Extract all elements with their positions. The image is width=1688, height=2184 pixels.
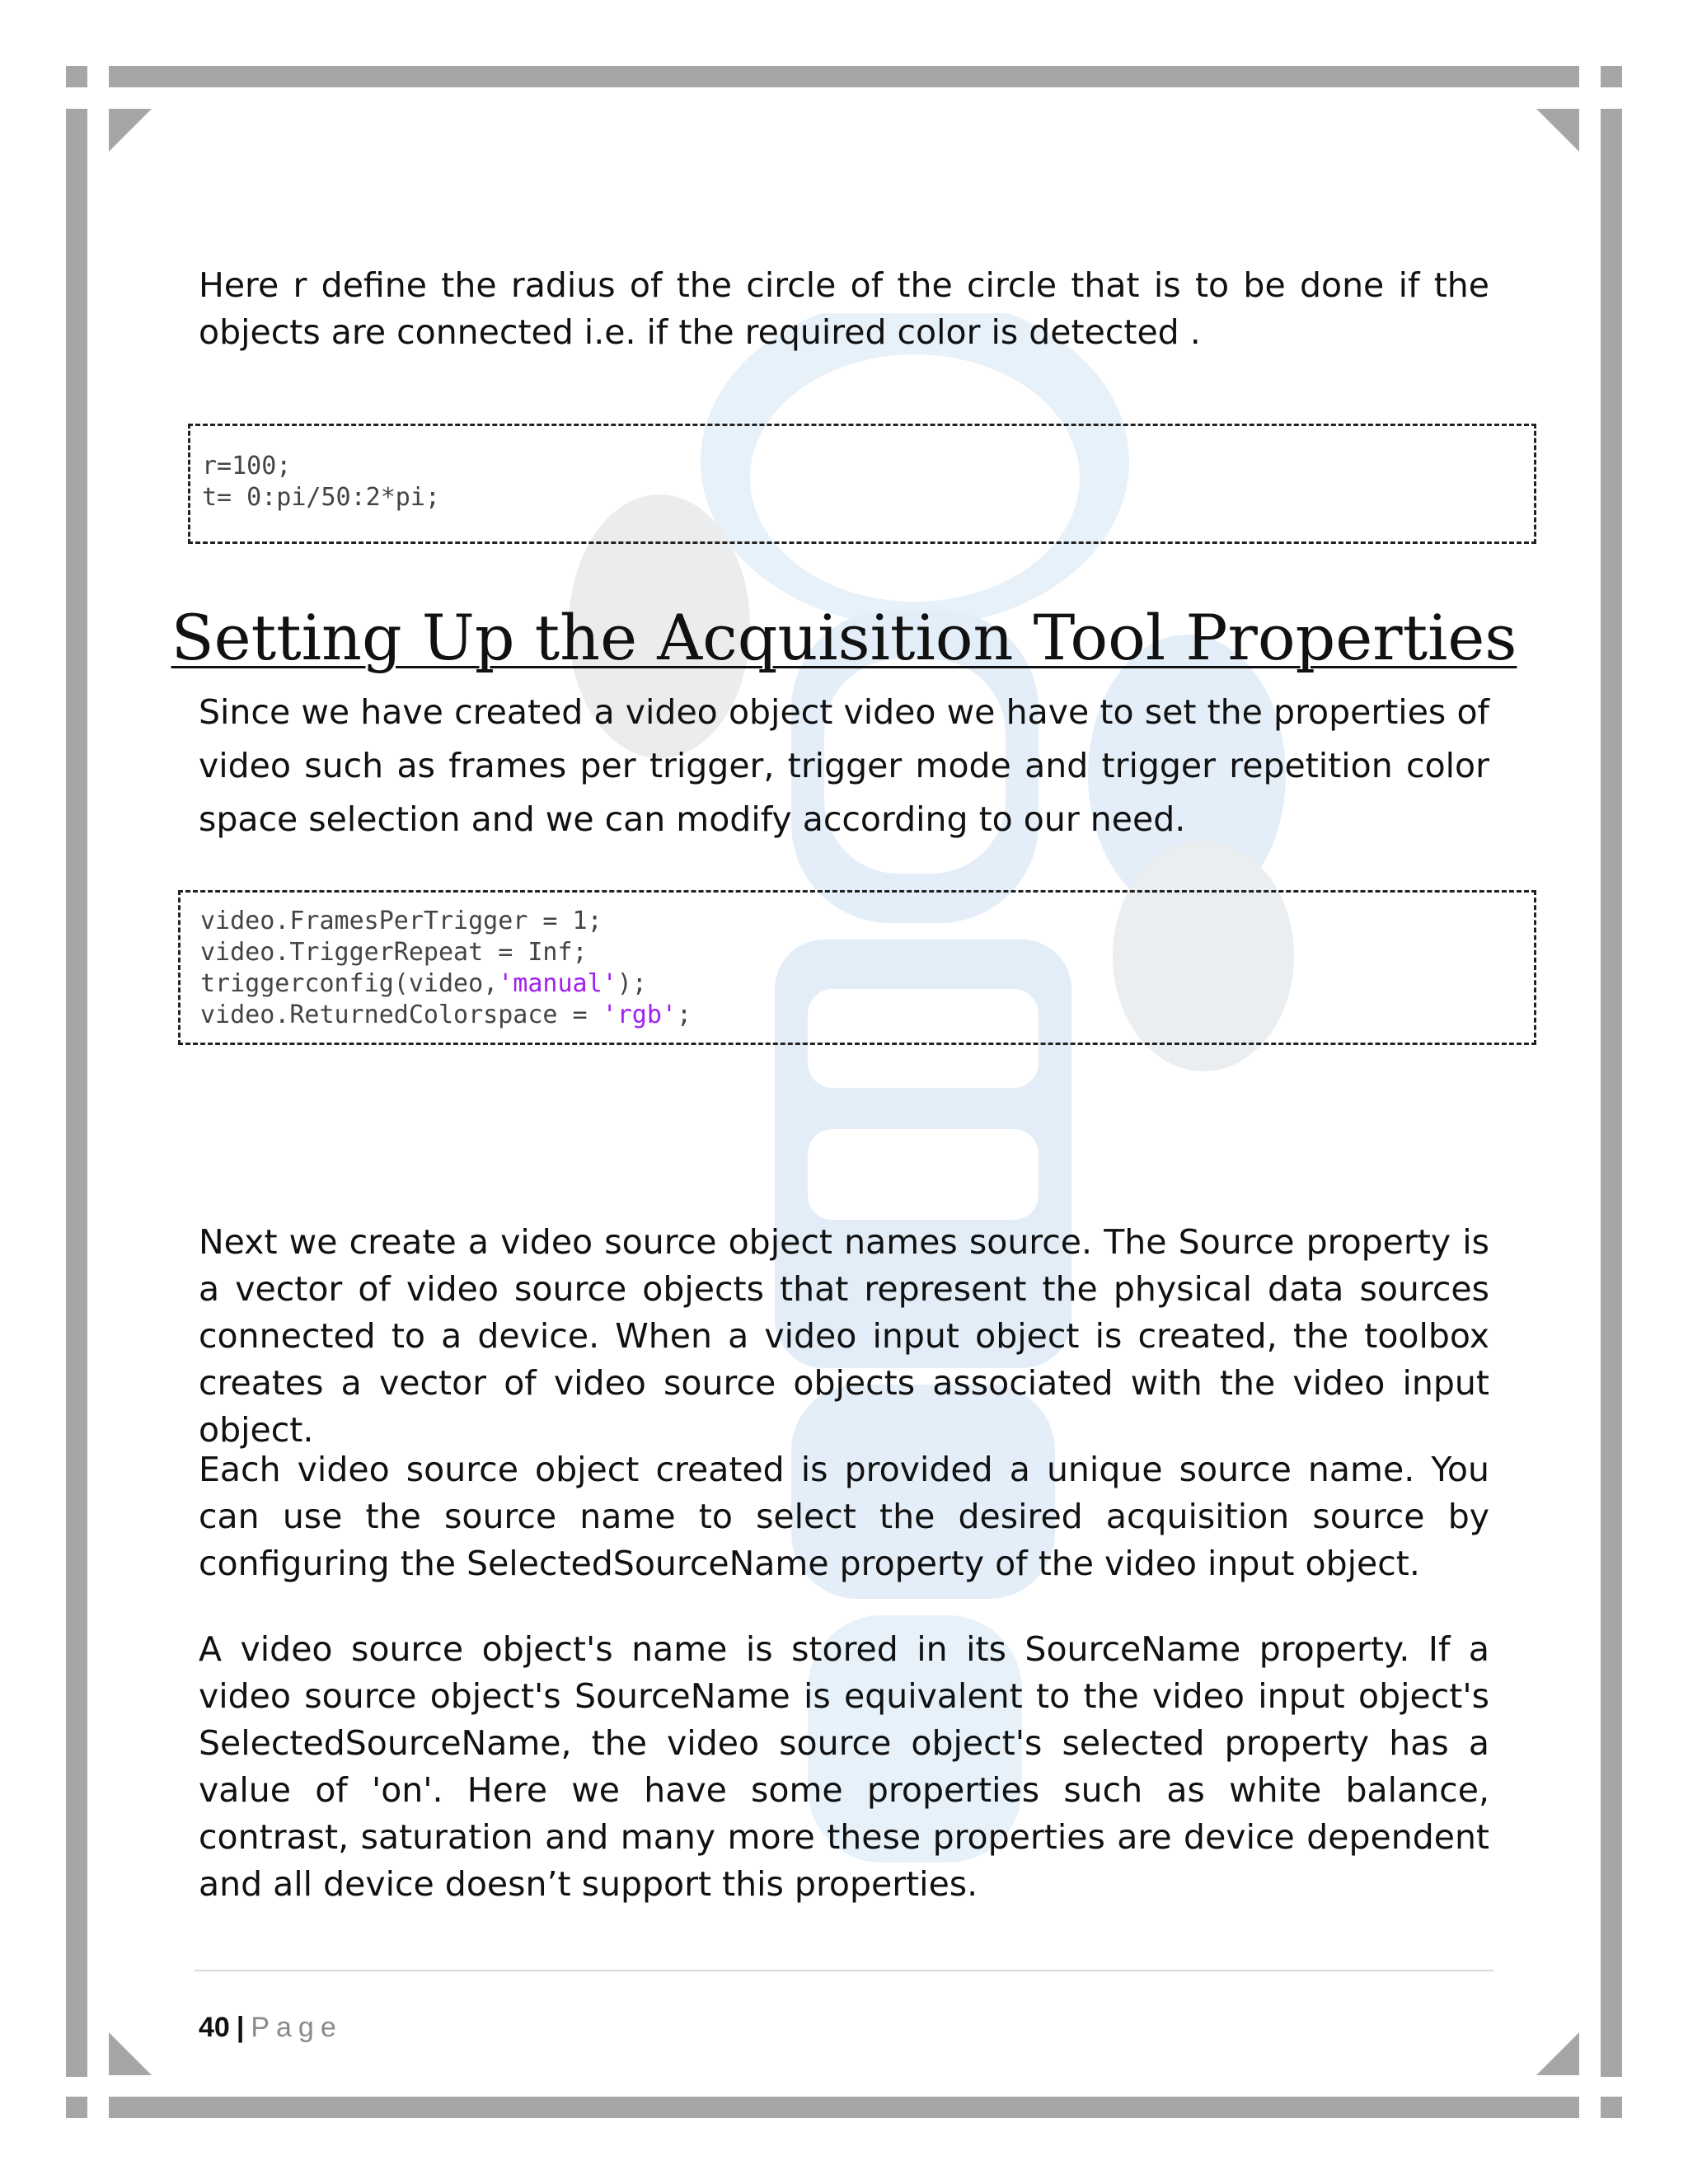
corner-triangle-br: [1536, 2032, 1579, 2075]
code-line: t= 0:pi/50:2*pi;: [202, 483, 440, 512]
footer-divider: [195, 1970, 1493, 1971]
frame-top: [109, 66, 1579, 87]
footer-separator: |: [236, 2012, 245, 2043]
setup-paragraph: Since we have created a video object video we have to set the properties of video such as frames per trigger, trigger mode and trigger repetition color space selection and we can modify according to our need.: [199, 692, 1489, 839]
code-line: r=100;: [202, 452, 292, 480]
code-line: video.TriggerRepeat = Inf;: [200, 938, 588, 967]
page-footer: [199, 2009, 343, 2046]
frame-right: [1601, 109, 1622, 2077]
intro-paragraph: Here r define the radius of the circle of the circle that is to be done if the objects are connected i.e. if the required color is detected .: [199, 265, 1489, 352]
code-string-literal: 'rgb': [602, 1001, 677, 1029]
corner-square-tl: [66, 66, 87, 87]
source-paragraph-2: Each video source object created is provided a unique source name. You can use the source name to select the desired acquisition source by configuring the SelectedSourceName property of the video input object.: [199, 1450, 1489, 1583]
code-line: video.FramesPerTrigger = 1;: [200, 907, 603, 935]
corner-square-br: [1601, 2097, 1622, 2118]
section-heading: Setting Up the Acquisition Tool Properties: [171, 601, 1517, 674]
code-block-circle: [188, 424, 1536, 544]
code-text: triggerconfig(video,: [200, 969, 499, 998]
corner-square-tr: [1601, 66, 1622, 87]
code-text: );: [617, 969, 647, 998]
page-label: Page: [251, 2012, 343, 2043]
code-text: ;: [676, 1001, 692, 1029]
source-paragraph-3: A video source object's name is stored in its SourceName property. If a video source object's SourceName is equivalent to the video input object's SelectedSourceName, the video source object's selected property has a value of 'on'. Here we have some properties such as white balance, contrast, saturation and many more these properties are device dependent and all device doesn’t support this properties.: [199, 1629, 1489, 1904]
corner-triangle-bl: [109, 2032, 152, 2075]
corner-square-bl: [66, 2097, 87, 2118]
corner-triangle-tr: [1536, 109, 1579, 152]
code-line: [200, 1000, 1534, 1031]
frame-left: [66, 109, 87, 2077]
corner-triangle-tl: [109, 109, 152, 152]
page-number: 40: [199, 2012, 230, 2043]
code-string-literal: 'manual': [498, 969, 617, 998]
code-line: [200, 968, 1534, 1000]
frame-bottom: [109, 2097, 1579, 2118]
source-paragraph-1: Next we create a video source object names source. The Source property is a vector of video source objects that represent the physical data sources connected to a device. When a video input object is created, the toolbox creates a vector of video source objects associated with the video input object.: [199, 1222, 1489, 1450]
code-block-video-properties: [178, 890, 1536, 1045]
code-text: video.ReturnedColorspace =: [200, 1001, 603, 1029]
